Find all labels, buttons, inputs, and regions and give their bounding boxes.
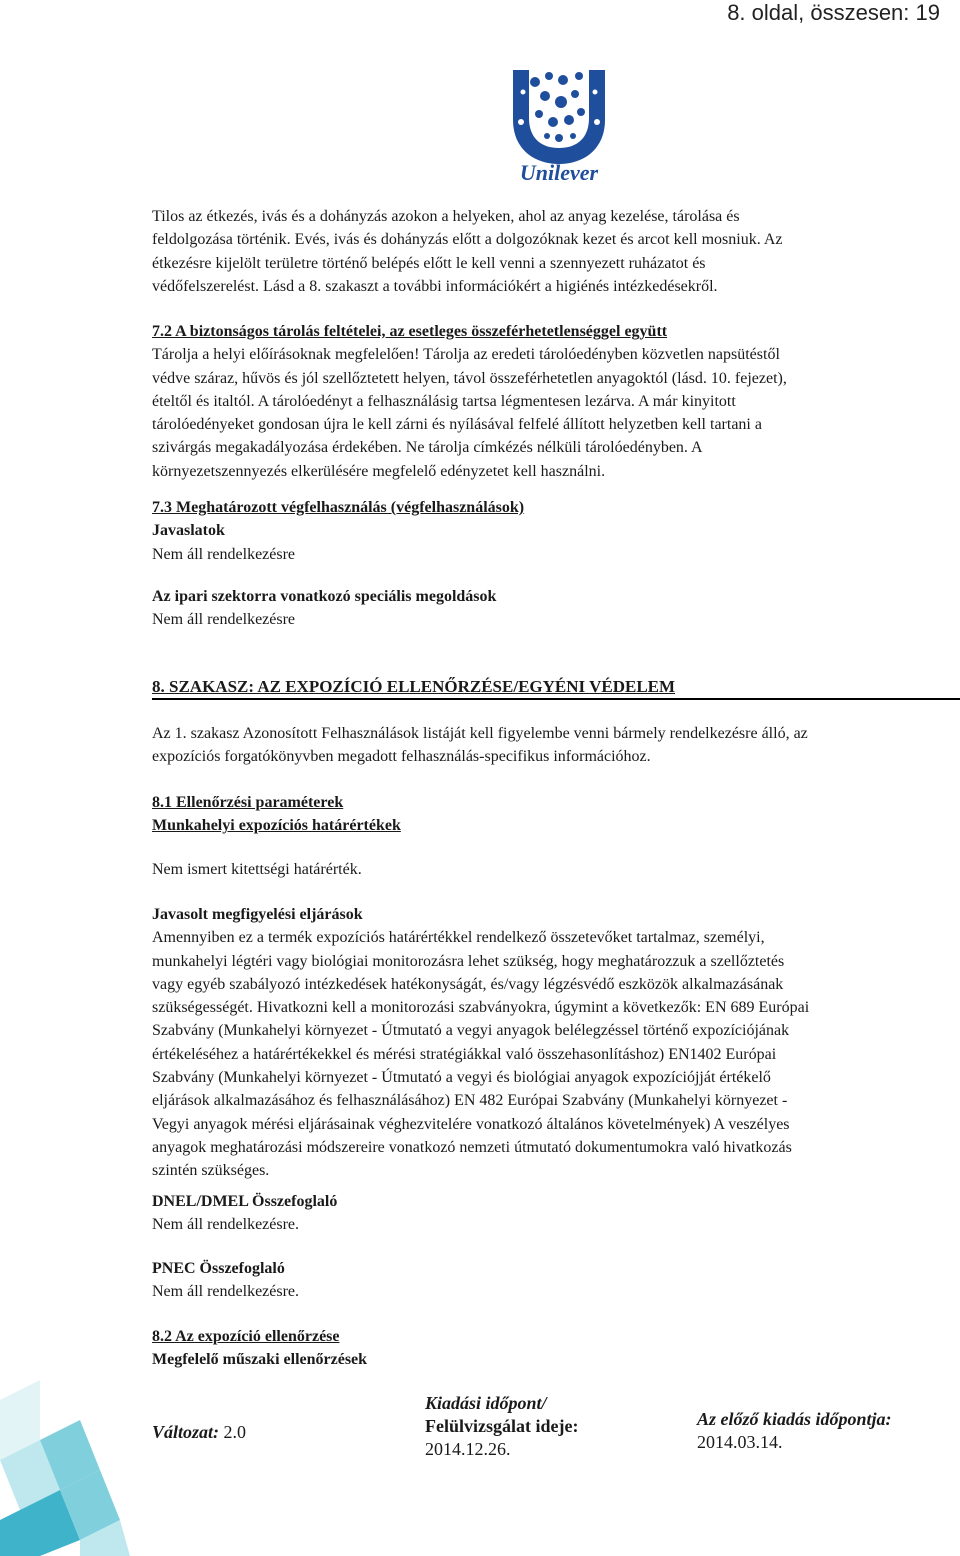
version-value: 2.0 (223, 1422, 247, 1442)
dnel-heading: DNEL/DMEL Összefoglaló (152, 1193, 338, 1210)
text-line: eljárások alkalmazásához és felhasználásához) EN 482 Európai Szabvány (Munkahelyi környezet - (152, 1092, 788, 1110)
text-line: Nem ismert kitettségi határérték. (152, 861, 362, 878)
text-line: értékeléséhez a határértékekkel és mérési stratégiákkal való összehasonlításhoz) EN1402 Európai (152, 1045, 777, 1063)
text-line: expozíciós forgatókönyvben megadott felhasználás-specifikus információhoz. (152, 748, 651, 766)
previous-value: 2014.03.14. (697, 1432, 783, 1452)
footer-version (152, 1422, 246, 1443)
text-line: Tilos az étkezés, ivás és a dohányzás azokon a helyeken, ahol az anyag kezelése, tárolása és (152, 208, 740, 225)
sector-solutions-heading: Az ipari szektorra vonatkozó speciális megoldások (152, 588, 497, 605)
issue-label-2: Felülvizsgálat ideje: (425, 1416, 579, 1436)
text-line: Szabvány (Munkahelyi környezet - Útmutató a vegyi anyagok belélegzéssel történő expozíciójának (152, 1022, 790, 1040)
text-line: Tárolja a helyi előírásoknak megfelelően! Tárolja az eredeti tárolóedényben közvetlen napsütéstől (152, 346, 780, 364)
text-line: étkezésre kijelölt területre történő belépés előtt le kell venni a szennyezett ruházatot és (152, 254, 706, 272)
section-8-2 (152, 1325, 932, 1372)
text-line: tárolóedényeket gondosan újra le kell zárni és nyílásával felfelé állított helyzetben kell tartani a (152, 416, 762, 434)
hygiene-paragraph (152, 205, 932, 298)
section-7-2-heading: 7.2 A biztonságos tárolás feltételei, az esetleges összeférhetetlenséggel együtt (152, 323, 668, 340)
text-line: feldolgozása történik. Evés, ivás és dohányzás előtt a dolgozóknak kezet és arcot kell mosniuk. Az (152, 231, 783, 249)
footer-decoration-icon (0, 1380, 150, 1556)
text-line: ételtől és italtól. A tárolóedényt a felhasználásig tartsa légmentesen lezárva. A már kinyitott (152, 392, 736, 410)
unilever-logo (505, 62, 613, 186)
section-8-1 (152, 791, 932, 838)
text-line: Vegyi anyagok mérési eljárásainak véghezvitelére vonatkozó általános követelmények) A veszélyes (152, 1115, 790, 1133)
engineering-controls-heading: Megfelelő műszaki ellenőrzések (152, 1351, 368, 1369)
text-line: munkahelyi légtéri vagy biológiai monitorozásra lehet szükség, hogy meghatározzuk a szellőztetés (152, 952, 785, 970)
issue-value: 2014.12.26. (425, 1439, 511, 1459)
issue-label-1: Kiadási időpont/ (425, 1393, 547, 1413)
recommendations-value: Nem áll rendelkezésre (152, 545, 296, 563)
section-8-heading: 8. SZAKASZ: AZ EXPOZÍCIÓ ELLENŐRZÉSE/EGYÉNI VÉDELEM (152, 677, 960, 700)
footer-issue-date (425, 1392, 578, 1461)
text-line: szükségességét. Hivatkozni kell a monitorozási szabványokra, úgymint a következők: EN 689 Európai (152, 999, 810, 1017)
pnec-value: Nem áll rendelkezésre. (152, 1283, 300, 1301)
version-label: Változat: (152, 1422, 220, 1442)
logo-wordmark: Unilever (519, 160, 599, 185)
text-line: Az 1. szakasz Azonosított Felhasználások listáját kell figyelembe venni bármely rendelkezésre álló, az (152, 725, 808, 742)
text-line: környezetszennyezés elkerülésére megfelelő edényzetet kell használni. (152, 462, 606, 480)
text-line: védőfelszerelést. Lásd a 8. szakaszt a további információkért a higiénés intézkedésekről. (152, 277, 718, 295)
section-7-3 (152, 496, 932, 566)
section-7-3-heading: 7.3 Meghatározott végfelhasználás (végfelhasználások) (152, 499, 525, 516)
text-line: anyagok meghatározási módszereire vonatkozó nemzeti útmutató dokumentumokra való hivatkozás (152, 1138, 792, 1156)
pnec-heading: PNEC Összefoglaló (152, 1260, 285, 1277)
section-7-2 (152, 320, 932, 483)
previous-label: Az előző kiadás időpontja: (697, 1409, 892, 1429)
text-line: védve száraz, hűvös és jól szellőztetett helyen, távol összeférhetetlen anyagoktól (lásd. 10. fejezet), (152, 369, 787, 387)
text-line: vagy egyéb szabályozó intézkedések hatékonyságát, és/vagy légzésvédő eszközök alkalmazásának (152, 975, 784, 993)
monitoring-procedures (152, 903, 932, 1183)
pnec-summary (152, 1257, 932, 1304)
exposure-limits-heading: Munkahelyi expozíciós határértékek (152, 817, 401, 835)
sector-solutions-value: Nem áll rendelkezésre (152, 611, 296, 629)
dnel-value: Nem áll rendelkezésre. (152, 1216, 300, 1234)
exposure-limits-value (152, 858, 932, 881)
sector-solutions (152, 585, 932, 632)
recommendations-heading: Javaslatok (152, 522, 225, 540)
monitoring-heading: Javasolt megfigyelési eljárások (152, 906, 363, 923)
page-number: 8. oldal, összesen: 19 (727, 0, 940, 25)
dnel-summary (152, 1190, 932, 1237)
text-line: szivárgás megakadályozása érdekében. Ne tárolja címkézés nélküli tárolóedényben. A (152, 439, 703, 457)
unilever-logo-icon (505, 62, 613, 186)
footer-previous-date (697, 1408, 892, 1454)
section-8-1-heading: 8.1 Ellenőrzési paraméterek (152, 794, 344, 811)
section-8-intro (152, 722, 932, 769)
text-line: Amennyiben ez a termék expozíciós határértékkel rendelkező összetevőket tartalmaz, személyi, (152, 929, 765, 947)
text-line: Szabvány (Munkahelyi környezet - Útmutató a vegyi és biológiai anyagok expozíciójját értékelő (152, 1069, 771, 1087)
text-line: szintén szükséges. (152, 1162, 270, 1180)
section-8-2-heading: 8.2 Az expozíció ellenőrzése (152, 1328, 340, 1345)
